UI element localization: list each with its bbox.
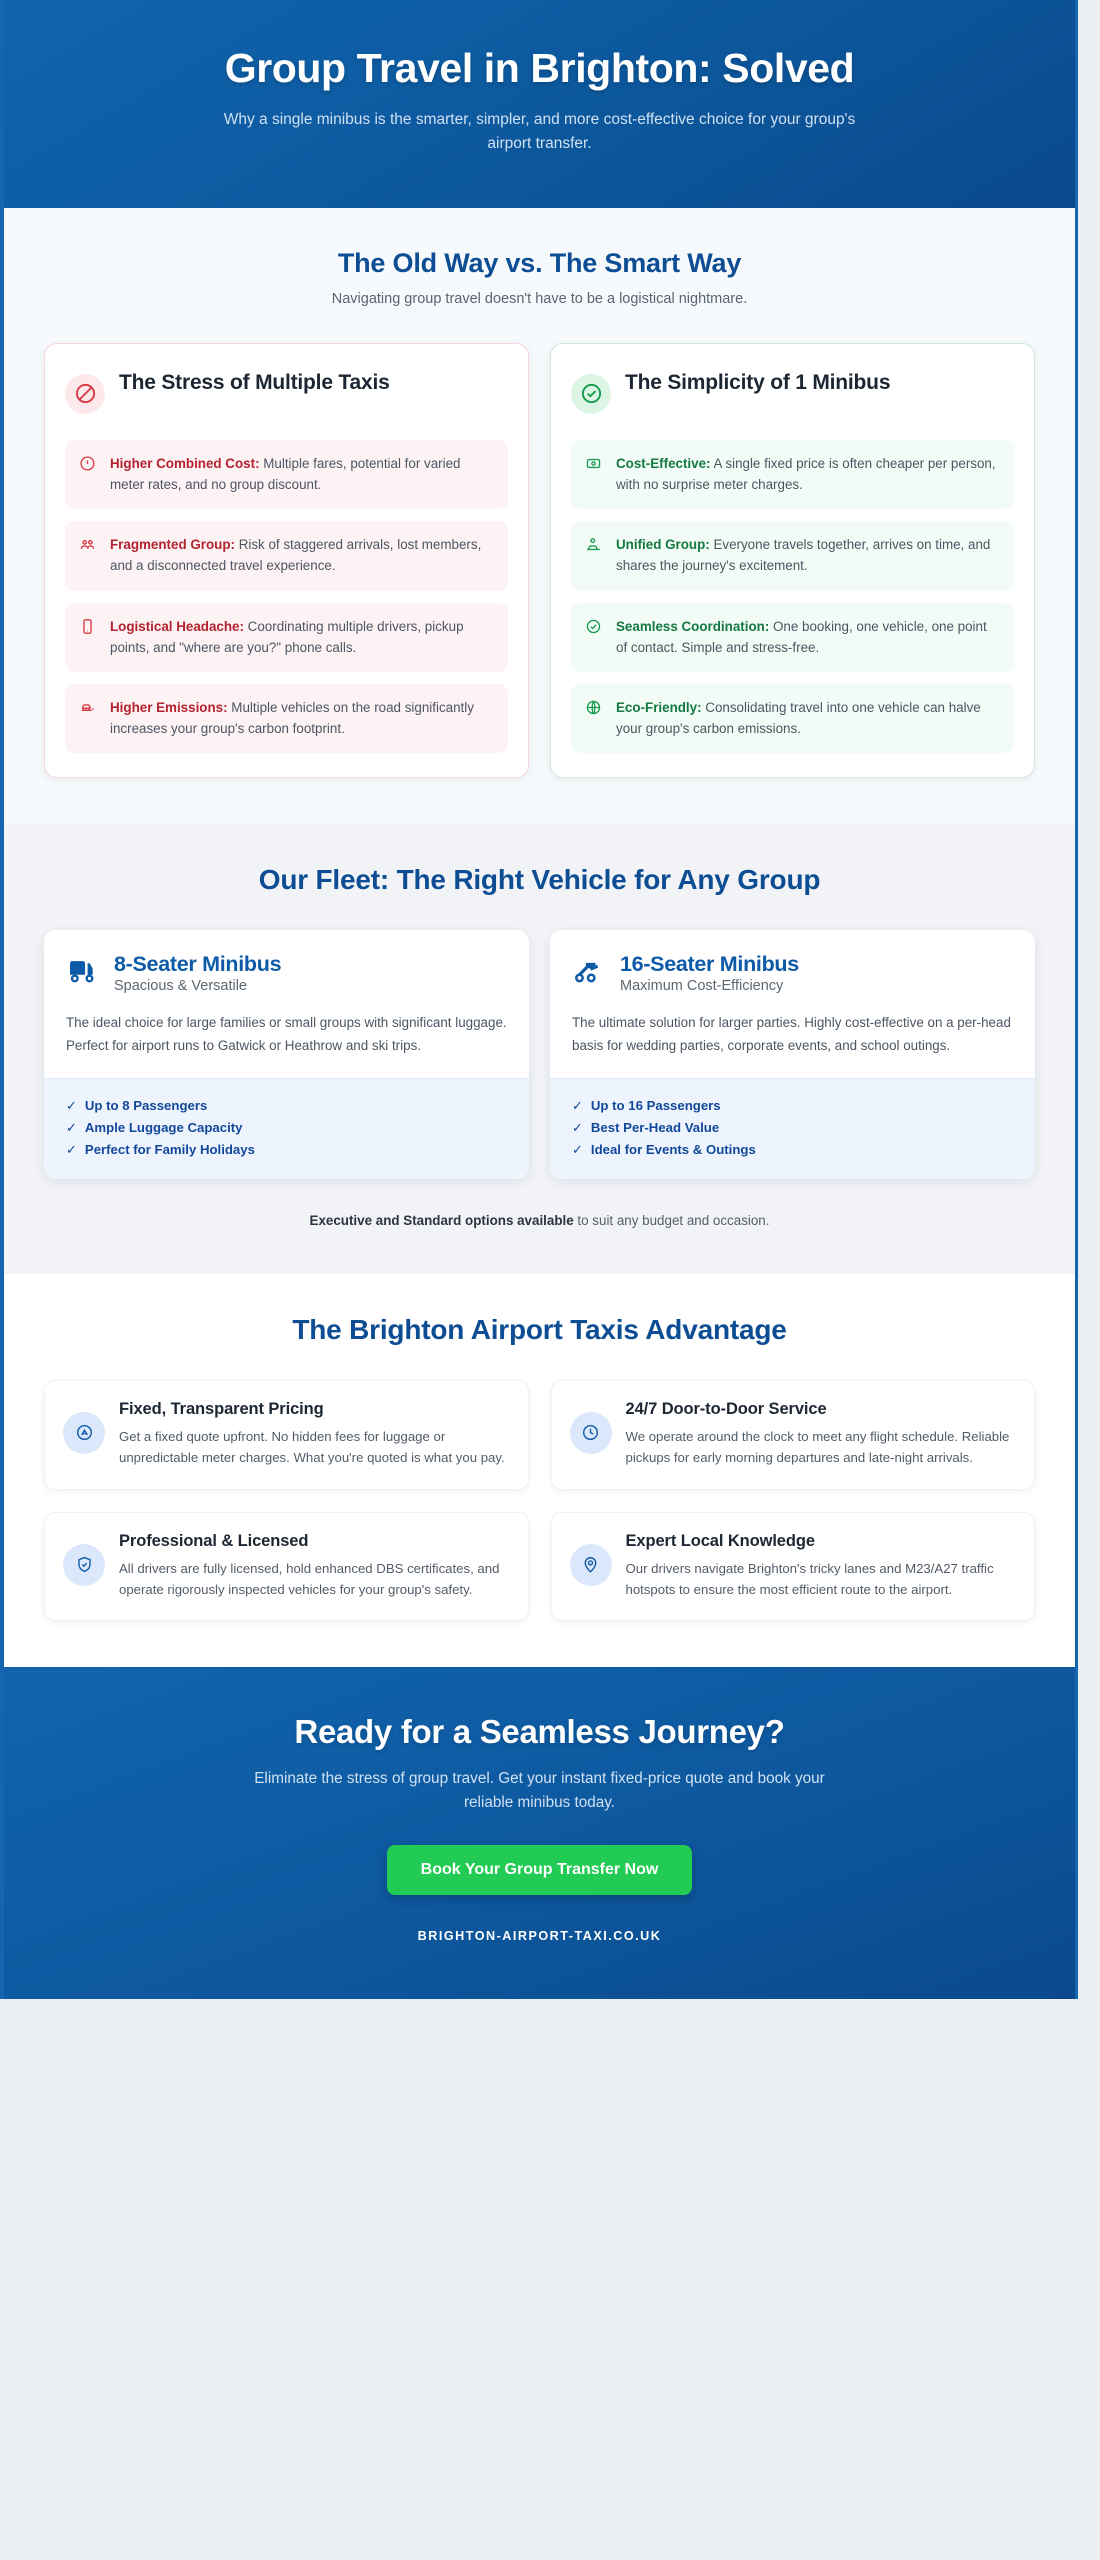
advantage-card-pricing	[44, 1380, 529, 1490]
comparison-grid	[44, 343, 1035, 778]
advantage-card-title: Expert Local Knowledge	[625, 1531, 815, 1550]
simplicity-card-heading: The Simplicity of 1 Minibus	[625, 370, 891, 394]
shield-check-icon	[63, 1544, 105, 1586]
globe-icon	[585, 699, 603, 721]
check-icon: ✓	[572, 1141, 583, 1157]
stress-card	[44, 343, 529, 778]
advantage-card-body	[626, 1400, 1015, 1469]
advantage-card-text: Get a fixed quote upfront. No hidden fees for luggage or unpredictable meter charges. What you're quoted is what you pay.	[119, 1428, 505, 1466]
feature-label: Ample Luggage Capacity	[84, 1120, 243, 1136]
fleet-note-rest: to suit any budget and occasion.	[573, 1212, 770, 1228]
fleet-card-titles	[620, 952, 799, 994]
list-item	[571, 440, 1014, 509]
list-item-text: Seamless Coordination: One booking, one vehicle, one point of contact. Simple and stress-free.	[616, 618, 987, 655]
feature-label: Best Per-Head Value	[590, 1120, 720, 1136]
mobile-phone-icon	[79, 618, 97, 640]
fleet-note	[44, 1213, 1035, 1228]
stress-card-heading: The Stress of Multiple Taxis	[119, 370, 390, 394]
person-group-icon	[585, 536, 603, 558]
cta-section	[4, 1667, 1075, 1998]
simplicity-card-header	[571, 364, 1014, 428]
minibus-icon	[66, 955, 100, 992]
fleet-title: Our Fleet: The Right Vehicle for Any Group	[258, 864, 821, 896]
map-pin-icon	[570, 1544, 612, 1586]
advantage-card-body	[119, 1532, 508, 1601]
list-item	[66, 1117, 507, 1139]
hero-section	[4, 0, 1075, 208]
list-item-text: Unified Group: Everyone travels together, arrives on time, and shares the journey's excitement.	[616, 537, 991, 574]
list-item-text: Cost-Effective: A single fixed price is often cheaper per person, with no surprise meter charges.	[616, 455, 996, 493]
feature-label: Up to 8 Passengers	[84, 1098, 208, 1114]
list-item-text: Higher Emissions: Multiple vehicles on the road significantly increases your group's carbon footprint.	[110, 699, 474, 737]
exhaust-smoke-icon	[79, 699, 97, 721]
advantage-card-text: Our drivers navigate Brighton's tricky lanes and M23/A27 traffic hotspots to ensure the most efficient route to the airport.	[625, 1560, 994, 1597]
advantage-title: The Brighton Airport Taxis Advantage	[292, 1313, 787, 1345]
list-item-text: Higher Combined Cost: Multiple fares, potential for varied meter rates, and no group discount.	[110, 455, 461, 493]
fleet-section	[4, 824, 1075, 1274]
list-item-text: Eco-Friendly: Consolidating travel into one vehicle can halve your group's carbon emissions.	[616, 699, 981, 737]
cta-title: Ready for a Seamless Journey?	[294, 1713, 785, 1751]
clock-icon	[570, 1412, 612, 1454]
list-item	[572, 1139, 1013, 1161]
advantage-card-body	[626, 1532, 1015, 1601]
fleet-card-tagline: Maximum Cost-Efficiency	[620, 978, 784, 995]
comparison-title: The Old Way vs. The Smart Way	[337, 247, 742, 278]
list-item	[571, 684, 1014, 753]
fleet-card-body	[550, 930, 1035, 1078]
no-entry-icon	[65, 374, 105, 414]
list-item	[65, 521, 508, 590]
check-circle-icon	[571, 374, 611, 414]
fleet-card-16-seater[interactable]	[550, 930, 1035, 1179]
fleet-card-description: The ultimate solution for larger parties. Highly cost-effective on a per-head basis for wedding parties, corporate events, and school outings.	[572, 1015, 1011, 1054]
advantage-card-title: Professional & Licensed	[119, 1531, 309, 1550]
fleet-card-titles	[114, 952, 281, 994]
advantage-card-text: All drivers are fully licensed, hold enhanced DBS certificates, and operate rigorously inspected vehicles for your group's safety.	[119, 1560, 500, 1597]
advantage-card-local	[551, 1512, 1036, 1622]
advantage-card-body	[119, 1400, 508, 1469]
advantage-card-licensed	[44, 1512, 529, 1622]
list-item	[65, 684, 508, 753]
price-tag-icon	[63, 1412, 105, 1454]
feature-label: Perfect for Family Holidays	[84, 1142, 255, 1158]
list-item	[572, 1117, 1013, 1139]
fleet-card-header	[66, 952, 507, 994]
fleet-grid	[44, 930, 1035, 1179]
check-icon: ✓	[66, 1119, 77, 1135]
simplicity-card	[550, 343, 1035, 778]
banknote-icon	[585, 455, 603, 477]
comparison-subtitle: Navigating group travel doesn't have to be a logistical nightmare.	[331, 290, 748, 307]
feature-label: Up to 16 Passengers	[590, 1098, 721, 1114]
group-people-icon	[79, 536, 97, 558]
list-item	[572, 1095, 1013, 1117]
list-item	[66, 1139, 507, 1161]
check-icon: ✓	[572, 1097, 583, 1113]
comparison-section	[4, 208, 1075, 824]
fleet-card-features	[44, 1078, 529, 1179]
feature-label: Ideal for Events & Outings	[590, 1142, 756, 1158]
list-item	[571, 603, 1014, 672]
fleet-card-header	[572, 952, 1013, 994]
stress-card-header	[65, 364, 508, 428]
fleet-card-features	[550, 1078, 1035, 1179]
check-icon: ✓	[66, 1141, 77, 1157]
fleet-card-8-seater[interactable]	[44, 930, 529, 1179]
fleet-card-body	[44, 930, 529, 1078]
large-minibus-icon	[572, 955, 606, 992]
advantage-section	[4, 1274, 1075, 1668]
fleet-note-bold: Executive and Standard options available	[309, 1212, 574, 1228]
check-icon: ✓	[66, 1097, 77, 1113]
book-transfer-button[interactable]: Book Your Group Transfer Now	[387, 1845, 693, 1895]
coin-warning-icon	[79, 455, 97, 477]
list-item	[571, 521, 1014, 590]
fleet-card-tagline: Spacious & Versatile	[114, 978, 247, 995]
advantage-card-title: Fixed, Transparent Pricing	[119, 1399, 324, 1418]
advantage-grid	[44, 1380, 1035, 1622]
website-url[interactable]: BRIGHTON-AIRPORT-TAXI.CO.UK	[417, 1928, 662, 1943]
advantage-card-text: We operate around the clock to meet any flight schedule. Reliable pickups for early morning departures and late-night arrivals.	[625, 1428, 1010, 1466]
list-item	[66, 1095, 507, 1117]
advantage-card-service	[551, 1380, 1036, 1490]
hero-subtitle: Why a single minibus is the smarter, simpler, and more cost-effective choice for your group's airport transfer.	[223, 110, 856, 152]
page-title: Group Travel in Brighton: Solved	[224, 45, 855, 91]
list-item-text: Fragmented Group: Risk of staggered arrivals, lost members, and a disconnected travel experience.	[110, 537, 482, 574]
fleet-card-name: 8-Seater Minibus	[114, 952, 282, 977]
check-icon: ✓	[572, 1119, 583, 1135]
list-item	[65, 603, 508, 672]
cta-subtitle: Eliminate the stress of group travel. Get your instant fixed-price quote and book your reliable minibus today.	[254, 1770, 825, 1812]
check-badge-icon	[585, 618, 603, 640]
list-item	[65, 440, 508, 509]
list-item-text: Logistical Headache: Coordinating multiple drivers, pickup points, and "where are you?" phone calls.	[110, 618, 464, 655]
fleet-card-name: 16-Seater Minibus	[620, 952, 799, 977]
fleet-card-description: The ideal choice for large families or small groups with significant luggage. Perfect for airport runs to Gatwick or Heathrow and ski trips.	[66, 1015, 507, 1054]
advantage-card-title: 24/7 Door-to-Door Service	[625, 1399, 827, 1418]
